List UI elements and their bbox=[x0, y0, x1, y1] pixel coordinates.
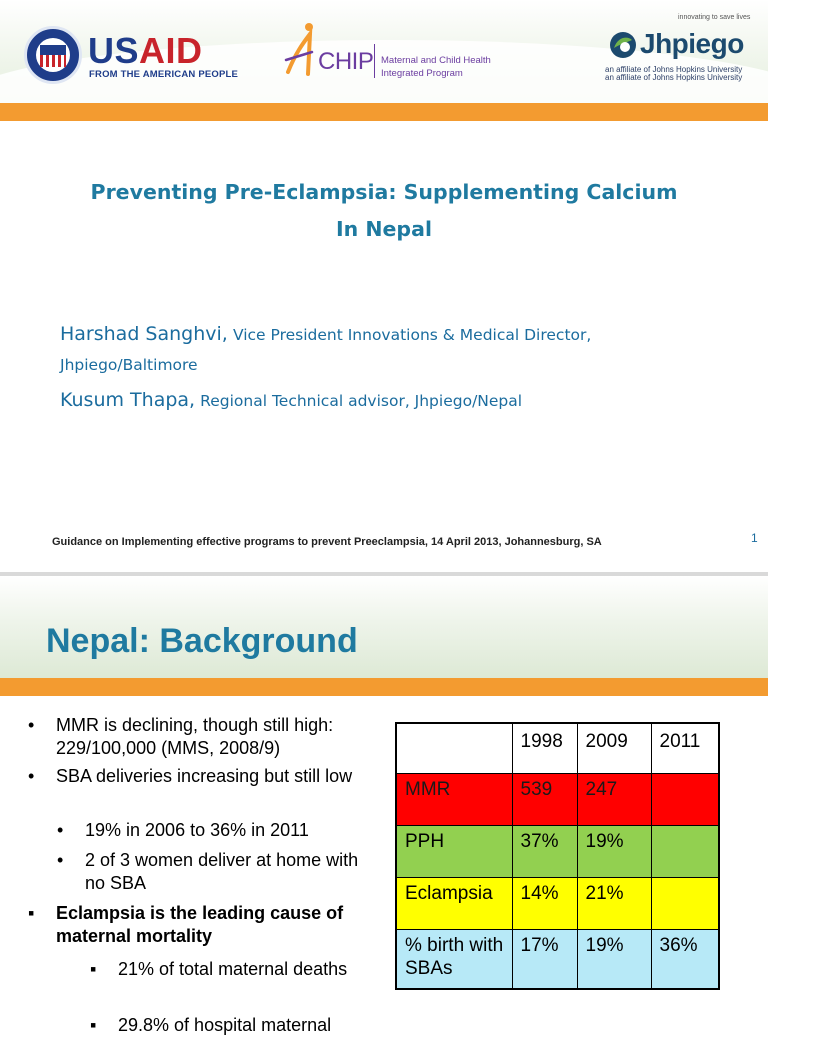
row-label: % birth with SBAs bbox=[396, 929, 512, 989]
sub-bullet-item bbox=[90, 958, 368, 981]
bullet-text: SBA deliveries increasing but still low bbox=[56, 766, 353, 786]
title-line-2: In Nepal bbox=[336, 217, 432, 241]
indicator-table bbox=[395, 722, 720, 990]
bullet-marker: ▪ bbox=[90, 959, 97, 979]
row-label: MMR bbox=[396, 773, 512, 825]
usaid-tagline: FROM THE AMERICAN PEOPLE bbox=[89, 69, 239, 80]
header-orange-bar bbox=[0, 103, 768, 121]
jhpiego-affiliate bbox=[605, 66, 742, 82]
table-header-row bbox=[396, 723, 719, 773]
table-header-cell: 2011 bbox=[651, 723, 719, 773]
usaid-aid: AID bbox=[139, 30, 203, 71]
bullet-text: 29.8% of hospital maternal bbox=[118, 1015, 332, 1035]
bullet-text: 21% of total maternal deaths bbox=[118, 959, 348, 979]
jhpiego-affiliate-line1: an affiliate of Johns Hopkins University bbox=[605, 65, 743, 74]
table-cell: 17% bbox=[512, 929, 577, 989]
author-1-name: Harshad Sanghvi, bbox=[60, 323, 228, 345]
table-row bbox=[396, 929, 719, 989]
table-cell bbox=[651, 877, 719, 929]
seal-shield-top bbox=[40, 45, 66, 55]
bullet-text: Eclampsia is the leading cause of maternal mortality bbox=[56, 903, 344, 946]
table-cell: 247 bbox=[577, 773, 651, 825]
author-2 bbox=[60, 386, 740, 416]
row-label: PPH bbox=[396, 825, 512, 877]
author-1-role: Vice President Innovations & Medical Director, bbox=[232, 326, 592, 344]
row-label: Eclampsia bbox=[396, 877, 512, 929]
usaid-us: US bbox=[88, 30, 140, 71]
slide-footer: Guidance on Implementing effective programs to prevent Preeclampsia, 14 April 2013, Johannesburg, SA bbox=[52, 536, 602, 548]
bullet-text: 19% in 2006 to 36% in 2011 bbox=[85, 820, 309, 840]
bullet-item bbox=[28, 714, 376, 760]
bullet-item bbox=[28, 765, 376, 788]
table-header-cell bbox=[396, 723, 512, 773]
nepal-indicator-table bbox=[395, 722, 720, 990]
table-cell: 36% bbox=[651, 929, 719, 989]
author-1 bbox=[60, 320, 740, 380]
table-cell bbox=[651, 825, 719, 877]
bullet-marker: • bbox=[57, 850, 64, 870]
table-cell: 37% bbox=[512, 825, 577, 877]
mchip-line1: Maternal and Child Health bbox=[381, 55, 491, 66]
author-2-name: Kusum Thapa, bbox=[60, 389, 196, 411]
table-row bbox=[396, 877, 719, 929]
bullet-text: 2 of 3 women deliver at home with no SBA bbox=[85, 850, 359, 893]
table-cell: 539 bbox=[512, 773, 577, 825]
usaid-logo bbox=[88, 30, 203, 72]
sub-bullet-item bbox=[57, 849, 375, 895]
table-cell: 14% bbox=[512, 877, 577, 929]
author-2-role: Regional Technical advisor, Jhpiego/Nepal bbox=[200, 392, 523, 410]
mchip-logo: CHIP bbox=[318, 48, 374, 75]
table-cell: 19% bbox=[577, 929, 651, 989]
mchip-description bbox=[381, 54, 491, 80]
usaid-seal-icon bbox=[24, 26, 82, 84]
jhpiego-logo: Jhpiego bbox=[640, 28, 744, 59]
slide2-title: Nepal: Background bbox=[46, 622, 358, 660]
seal-stripes bbox=[40, 55, 66, 67]
table-cell bbox=[651, 773, 719, 825]
table-cell: 19% bbox=[577, 825, 651, 877]
bullet-marker: • bbox=[57, 820, 64, 840]
author-1-org: Jhpiego/Baltimore bbox=[60, 356, 198, 374]
slide-number: 1 bbox=[751, 531, 758, 545]
table-row bbox=[396, 825, 719, 877]
table-header-cell: 1998 bbox=[512, 723, 577, 773]
mchip-line2: Integrated Program bbox=[381, 68, 463, 79]
slide2-orange-bar bbox=[0, 678, 768, 696]
jhpiego-leaf-icon bbox=[606, 30, 640, 60]
table-cell: 21% bbox=[577, 877, 651, 929]
background-slide bbox=[0, 576, 768, 1035]
bullet-marker: ▪ bbox=[28, 903, 35, 923]
bullet-marker: • bbox=[28, 766, 35, 786]
title-line-1: Preventing Pre-Eclampsia: Supplementing Calcium bbox=[90, 180, 678, 204]
mchip-figure-icon bbox=[282, 22, 320, 80]
bullet-text: MMR is declining, though still high: 229/100,000 (MMS, 2008/9) bbox=[56, 715, 334, 758]
bullet-marker: • bbox=[28, 715, 35, 735]
bullet-marker: ▪ bbox=[90, 1015, 97, 1035]
presentation-title bbox=[40, 174, 728, 248]
bullet-item-bold bbox=[28, 902, 376, 948]
table-header-cell: 2009 bbox=[577, 723, 651, 773]
jhpiego-tagline: innovating to save lives bbox=[678, 14, 751, 21]
mchip-separator bbox=[374, 44, 375, 78]
sub-bullet-item bbox=[57, 819, 375, 842]
jhpiego-affiliate-line2: an affiliate of Johns Hopkins University bbox=[605, 73, 743, 82]
sub-bullet-item bbox=[90, 1014, 368, 1037]
table-row bbox=[396, 773, 719, 825]
